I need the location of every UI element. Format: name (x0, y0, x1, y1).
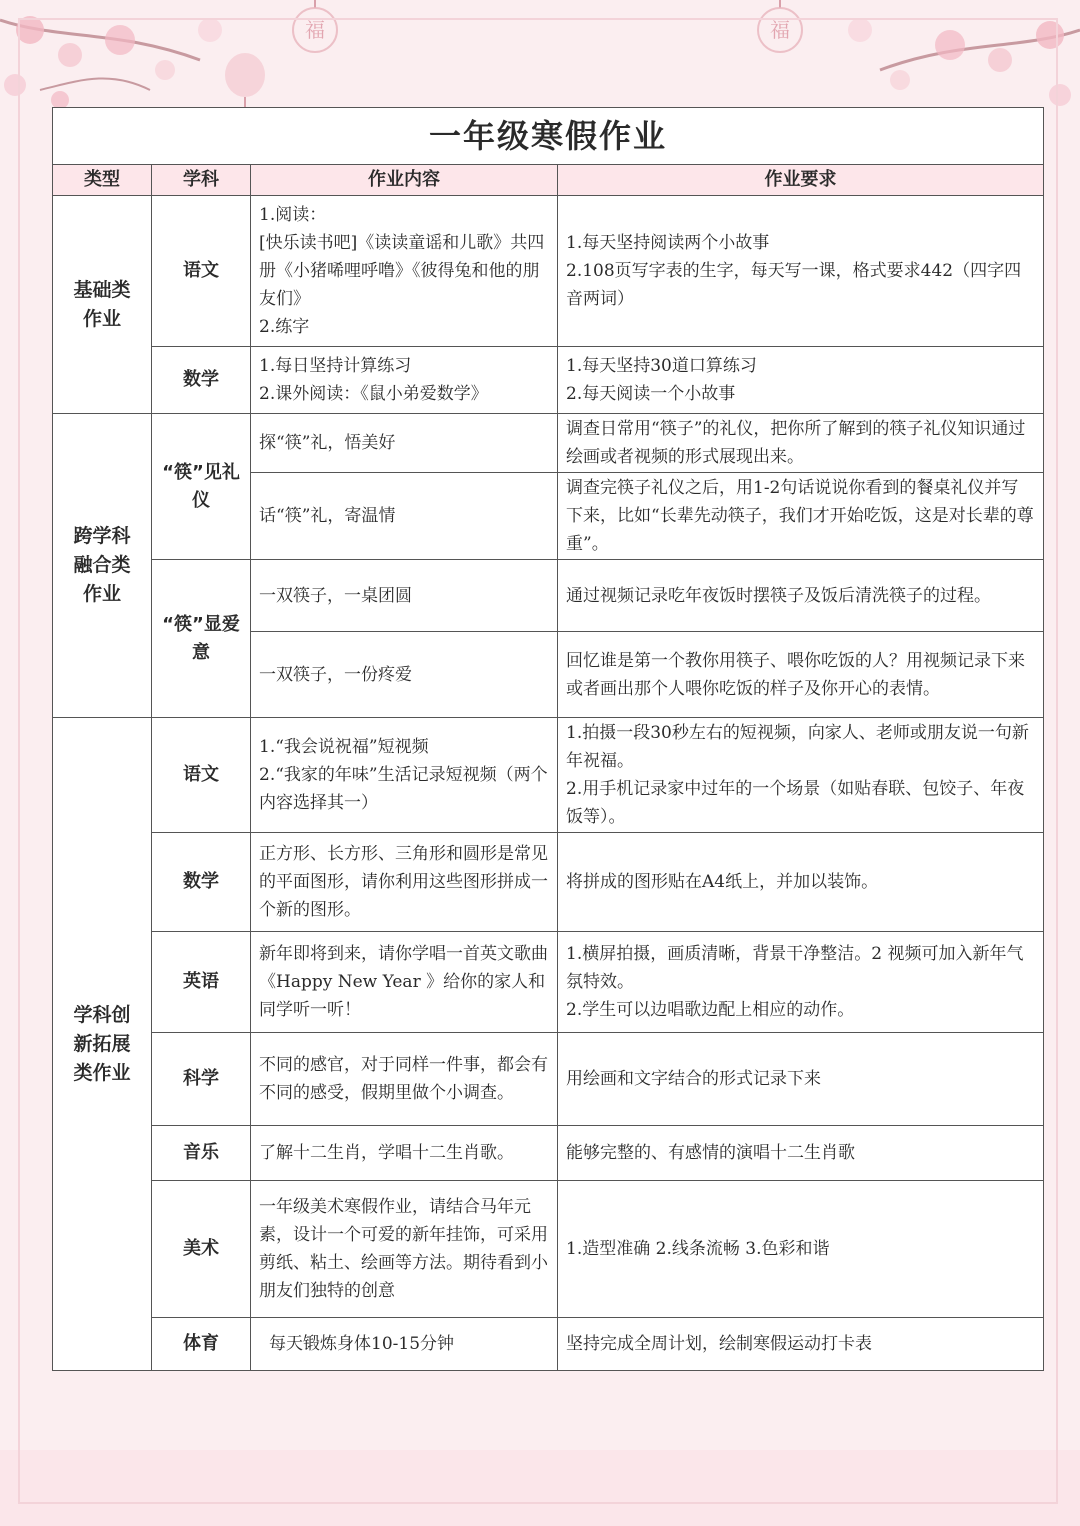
lantern-char-right: 福 (770, 18, 790, 42)
content-line: 2.“我家的年味”生活记录短视频（两个内容选择其一） (259, 765, 548, 813)
subject-cell: 科学 (152, 1033, 251, 1126)
content-line: 1.“我会说祝福”短视频 (259, 737, 429, 757)
content-cell (251, 718, 558, 833)
requirement-cell: 坚持完成全周计划，绘制寒假运动打卡表 (558, 1318, 1044, 1371)
title-row (53, 108, 1044, 165)
table-row (53, 833, 1044, 932)
content-line: 2.练字 (259, 317, 310, 337)
content-line: 1.阅读： (259, 205, 327, 225)
requirement-line: 2.学生可以边唱歌边配上相应的动作。 (566, 1000, 855, 1020)
requirement-line: 2.每天阅读一个小故事 (566, 384, 736, 404)
table-row (53, 1126, 1044, 1181)
content-cell: 一双筷子，一份疼爱 (251, 632, 558, 718)
content-cell: 探“筷”礼，悟美好 (251, 414, 558, 473)
header-row (53, 165, 1044, 196)
page-title: 一年级寒假作业 (53, 108, 1044, 165)
table-row (53, 196, 1044, 347)
requirement-line: 1.横屏拍摄，画质清晰，背景干净整洁。2 视频可加入新年气氛特效。 (566, 944, 1024, 992)
table-row (53, 560, 1044, 632)
requirement-cell: 通过视频记录吃年夜饭时摆筷子及饭后清洗筷子的过程。 (558, 560, 1044, 632)
header-requirement: 作业要求 (558, 165, 1044, 196)
table-row (53, 932, 1044, 1033)
subject-cell: “筷”见礼仪 (152, 414, 251, 560)
header-type: 类型 (53, 165, 152, 196)
category-cross: 跨学科融合类作业 (53, 414, 152, 718)
requirement-cell (558, 347, 1044, 414)
subject-cell: “筷”显爱意 (152, 560, 251, 718)
header-subject: 学科 (152, 165, 251, 196)
content-cell: 话“筷”礼，寄温情 (251, 473, 558, 560)
requirement-cell (558, 932, 1044, 1033)
subject-cell: 美术 (152, 1181, 251, 1318)
requirement-cell (558, 196, 1044, 347)
content-cell (251, 347, 558, 414)
subject-cell: 数学 (152, 833, 251, 932)
subject-cell: 英语 (152, 932, 251, 1033)
requirement-cell: 用绘画和文字结合的形式记录下来 (558, 1033, 1044, 1126)
requirement-cell (558, 718, 1044, 833)
category-innovate: 学科创新拓展类作业 (53, 718, 152, 1371)
table-row (53, 1181, 1044, 1318)
requirement-cell: 调查日常用“筷子”的礼仪，把你所了解到的筷子礼仪知识通过绘画或者视频的形式展现出来。 (558, 414, 1044, 473)
content-line: 2.课外阅读：《鼠小弟爱数学》 (259, 384, 488, 404)
content-line: 1.每日坚持计算练习 (259, 356, 412, 376)
subject-cell: 语文 (152, 196, 251, 347)
category-basic: 基础类作业 (53, 196, 152, 414)
content-cell: 每天锻炼身体10-15分钟 (251, 1318, 558, 1371)
table-row (53, 347, 1044, 414)
table-row (53, 1318, 1044, 1371)
requirement-cell: 调查完筷子礼仪之后，用1-2句话说说你看到的餐桌礼仪并写下来，比如“长辈先动筷子，我们才开始吃饭，这是对长辈的尊重”。 (558, 473, 1044, 560)
lantern-char-left: 福 (305, 18, 325, 42)
header-content: 作业内容 (251, 165, 558, 196)
table-row (53, 414, 1044, 473)
content-cell: 新年即将到来，请你学唱一首英文歌曲《Happy New Year 》给你的家人和同学听一听！ (251, 932, 558, 1033)
content-cell (251, 196, 558, 347)
requirement-line: 1.每天坚持阅读两个小故事 (566, 233, 770, 253)
table-row (53, 718, 1044, 833)
subject-cell: 语文 (152, 718, 251, 833)
requirement-cell: 回忆谁是第一个教你用筷子、喂你吃饭的人？用视频记录下来或者画出那个人喂你吃饭的样子及你开心的表情。 (558, 632, 1044, 718)
requirement-cell: 1.造型准确 2.线条流畅 3.色彩和谐 (558, 1181, 1044, 1318)
content-line: [快乐读书吧]《读读童谣和儿歌》共四册《小猪唏哩呼噜》《彼得兔和他的朋友们》 (259, 233, 545, 309)
content-cell: 了解十二生肖，学唱十二生肖歌。 (251, 1126, 558, 1181)
table-row (53, 1033, 1044, 1126)
requirement-line: 1.拍摄一段30秒左右的短视频，向家人、老师或朋友说一句新年祝福。 (566, 723, 1029, 771)
content-cell: 正方形、长方形、三角形和圆形是常见的平面图形，请你利用这些图形拼成一个新的图形。 (251, 833, 558, 932)
requirement-cell: 将拼成的图形贴在A4纸上，并加以装饰。 (558, 833, 1044, 932)
requirement-line: 1.每天坚持30道口算练习 (566, 356, 757, 376)
requirement-line: 2.用手机记录家中过年的一个场景（如贴春联、包饺子、年夜饭等）。 (566, 779, 1025, 827)
subject-cell: 音乐 (152, 1126, 251, 1181)
requirement-line: 2.108页写字表的生字，每天写一课，格式要求442（四字四音两词） (566, 261, 1022, 309)
subject-cell: 体育 (152, 1318, 251, 1371)
content-cell: 一年级美术寒假作业，请结合马年元素，设计一个可爱的新年挂饰，可采用剪纸、粘土、绘画等方法。期待看到小朋友们独特的创意 (251, 1181, 558, 1318)
content-cell: 不同的感官，对于同样一件事，都会有不同的感受，假期里做个小调查。 (251, 1033, 558, 1126)
requirement-cell: 能够完整的、有感情的演唱十二生肖歌 (558, 1126, 1044, 1181)
subject-cell: 数学 (152, 347, 251, 414)
content-cell: 一双筷子，一桌团圆 (251, 560, 558, 632)
homework-table (52, 107, 1044, 1371)
